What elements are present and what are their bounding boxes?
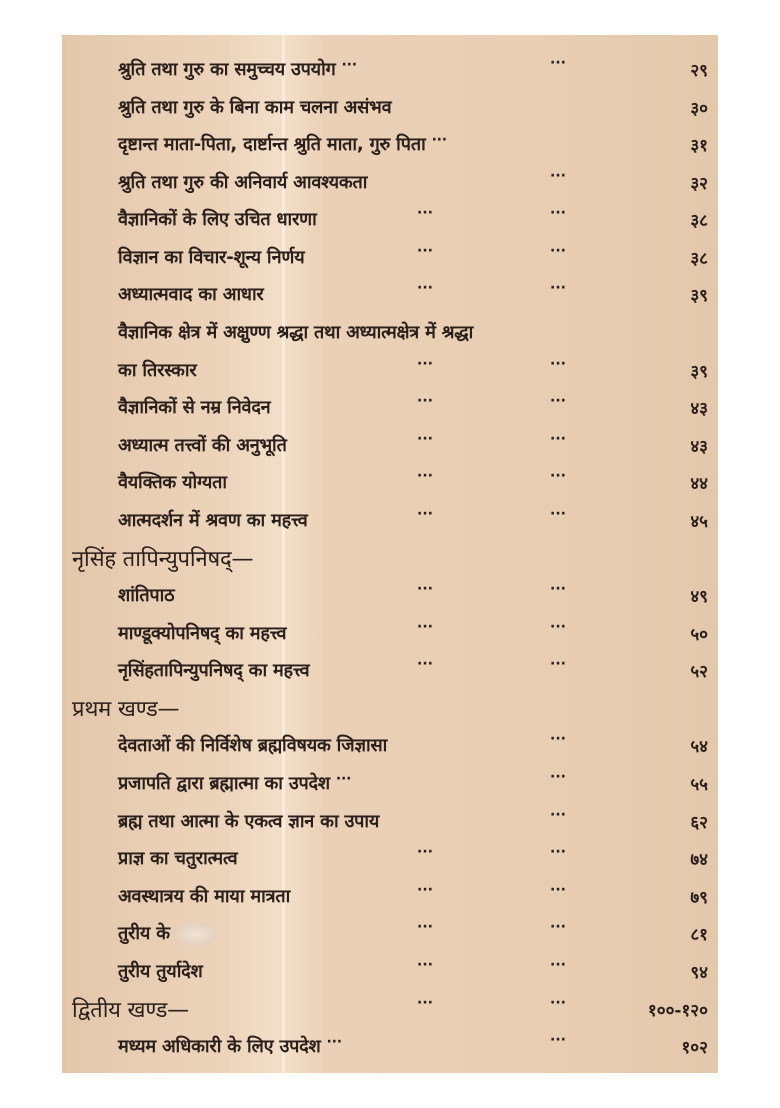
page-number: ३८ [690,211,708,232]
toc-section-heading [62,692,718,726]
page-number: ४३ [690,399,708,420]
entry-title [118,470,227,494]
dot-leader: ··· [550,844,566,861]
entry-title-text: वैज्ञानिकों के लिए उचित धारणा [118,209,317,231]
entry-title-text: मध्यम अधिकारी के लिए उपदेश [118,1036,321,1058]
toc-section-heading [62,993,718,1027]
entry-title-text: द्वितीय खण्ड— [72,997,189,1023]
dot-leader: ··· [417,844,433,861]
entry-title [72,693,179,723]
dot-leader: ··· [417,280,433,297]
toc-entry [62,729,718,763]
toc-entry [62,316,718,350]
toc-entry [62,880,718,914]
dot-leader: ··· [550,430,566,447]
page-number: ३९ [690,361,708,382]
dot-leader: ··· [550,881,566,898]
entry-title-text: प्राज्ञ का चतुरात्मत्व [118,848,238,870]
entry-title-text: तुरीय के [118,923,170,945]
entry-title-text: प्रथम खण्ड— [72,696,180,722]
entry-title-text: तुरीय तुर्यादेश [118,960,203,982]
dot-leader: ··· [550,242,566,259]
dot-leader: ··· [417,468,433,485]
book-page [62,35,718,1073]
dot-leader: ··· [550,806,566,823]
entry-title-text: वैज्ञानिकों से नम्र निवेदन [118,397,271,419]
entry-title [118,245,304,269]
entry-title-text: श्रुति तथा गुरु के बिना काम चलना असंभव [118,96,392,118]
dot-leader: ··· [431,132,447,149]
entry-title [118,170,367,194]
page-number: ३८ [690,248,708,269]
entry-title-text: दृष्टान्त माता-पिता, दार्ष्टान्त श्रुति माता, गुरु पिता [118,134,426,156]
entry-title [118,733,387,757]
entry-title [118,1034,342,1058]
toc-entry [62,466,718,500]
entry-title-text: वैज्ञानिक क्षेत्र में अक्षुण्ण श्रद्धा तथा अध्यात्मक्षेत्र में श्रद्धा [118,322,474,344]
entry-title-text: शांतिपाठ [118,585,175,607]
entry-title [118,358,197,382]
dot-leader: ··· [326,1034,342,1051]
toc-entry [62,1030,718,1064]
page-number: ७९ [690,887,708,908]
dot-leader: ··· [550,1032,566,1049]
toc-entry [62,654,718,688]
toc-entry [62,767,718,801]
entry-title-text: अध्यात्मवाद का आधार [118,284,264,306]
toc-entry [62,429,718,463]
page-number: ४३ [690,436,708,457]
entry-title [118,320,473,344]
page-number: ३० [690,98,708,119]
toc-entry [62,917,718,951]
page-number: ८१ [690,925,708,946]
dot-leader: ··· [417,242,433,259]
entry-title-text: अध्यात्म तत्त्वों की अनुभूति [118,434,287,456]
dot-leader: ··· [550,581,566,598]
dot-leader: ··· [417,505,433,522]
page-number: ५५ [690,775,708,796]
entry-title [118,846,237,870]
dot-leader: ··· [550,731,566,748]
entry-title-text: विज्ञान का विचार-शून्य निर्णय [118,246,305,268]
dot-leader: ··· [550,468,566,485]
page-number: १०२ [681,1038,708,1059]
entry-title [72,543,253,573]
entry-title [118,621,286,645]
page-number: १००-१२० [647,1000,708,1021]
dot-leader: ··· [341,57,357,73]
dot-leader: ··· [417,205,433,222]
dot-leader: ··· [417,956,433,973]
dot-leader: ··· [550,55,566,71]
toc-entry [62,203,718,237]
dot-leader: ··· [417,656,433,673]
page-number: ५० [690,624,708,645]
dot-leader: ··· [550,505,566,522]
dot-leader: ··· [550,956,566,973]
toc-entry [62,805,718,839]
page-number: ५४ [690,737,708,758]
entry-title-text: का तिरस्कार [118,359,197,381]
entry-title-text: आत्मदर्शन में श्रवण का महत्त्व [118,509,308,531]
toc-entry [62,53,718,87]
entry-title [118,884,290,908]
dot-leader: ··· [550,769,566,786]
toc-section-heading [62,542,718,576]
toc-entry [62,579,718,613]
entry-title-text: माण्डूक्योपनिषद् का महत्त्व [118,622,287,644]
entry-title [118,658,309,682]
page-number: ७४ [690,850,708,871]
entry-title [118,508,308,532]
toc-entry [62,128,718,162]
entry-title [118,771,351,795]
dot-leader: ··· [550,994,566,1011]
toc-entry [62,166,718,200]
entry-title [118,809,379,833]
entry-title-text: ब्रह्म तथा आत्मा के एकत्व ज्ञान का उपाय [118,810,380,832]
entry-title-text: नृसिंहतापिन्युपनिषद् का महत्त्व [118,660,310,682]
page-number: ६२ [690,812,708,833]
torn-paper-patch [172,921,220,947]
dot-leader: ··· [550,656,566,673]
dot-leader: ··· [550,167,566,184]
dot-leader: ··· [417,430,433,447]
page-number: ३९ [690,286,708,307]
page-number: २९ [690,61,708,81]
page-number: ९४ [690,962,708,983]
dot-leader: ··· [417,393,433,410]
entry-title [118,95,391,119]
toc-entry [62,354,718,388]
dot-leader: ··· [417,618,433,635]
dot-leader: ··· [335,771,352,788]
toc-entry [62,617,718,651]
toc-entry [62,91,718,125]
entry-title-text: देवताओं की निर्विशेष ब्रह्मविषयक जिज्ञासा [118,735,388,757]
page-number: ५२ [690,662,708,683]
page-number: ४९ [690,587,708,608]
dot-leader: ··· [417,994,433,1011]
dot-leader: ··· [417,581,433,598]
toc-entry [62,842,718,876]
page-number: ४५ [690,511,708,532]
entry-title-text: श्रुति तथा गुरु का समुच्चय उपयोग [118,59,336,80]
page-number: ४४ [690,474,708,495]
dot-leader: ··· [550,205,566,222]
entry-title [118,395,270,419]
entry-title [118,433,287,457]
dot-leader: ··· [550,280,566,297]
dot-leader: ··· [550,919,566,936]
entry-title-text: नृसिंह तापिन्युपनिषद्— [72,546,254,572]
entry-title [72,994,189,1024]
toc-entry [62,504,718,538]
toc-entry [62,278,718,312]
toc-entry [62,391,718,425]
page-number: ३२ [690,173,708,194]
toc-entry [62,241,718,275]
dot-leader: ··· [417,919,433,936]
entry-title-text: श्रुति तथा गुरु की अनिवार्य आवश्यकता [118,171,368,193]
page-number: ३१ [690,136,708,157]
entry-title [118,57,357,81]
dot-leader: ··· [550,618,566,635]
entry-title-text: वैयक्तिक योग्यता [118,472,227,494]
dot-leader: ··· [550,393,566,410]
dot-leader: ··· [550,355,566,372]
dot-leader: ··· [417,355,433,372]
entry-title [118,132,447,156]
entry-title-text: प्रजापति द्वारा ब्रह्मात्मा का उपदेश [118,773,330,795]
entry-title-text: अवस्थात्रय की माया मात्रता [118,885,291,907]
toc-entry [62,955,718,989]
entry-title [118,959,203,983]
entry-title [118,921,220,947]
dot-leader: ··· [417,881,433,898]
entry-title [118,282,264,306]
entry-title [118,207,317,231]
entry-title [118,583,174,607]
